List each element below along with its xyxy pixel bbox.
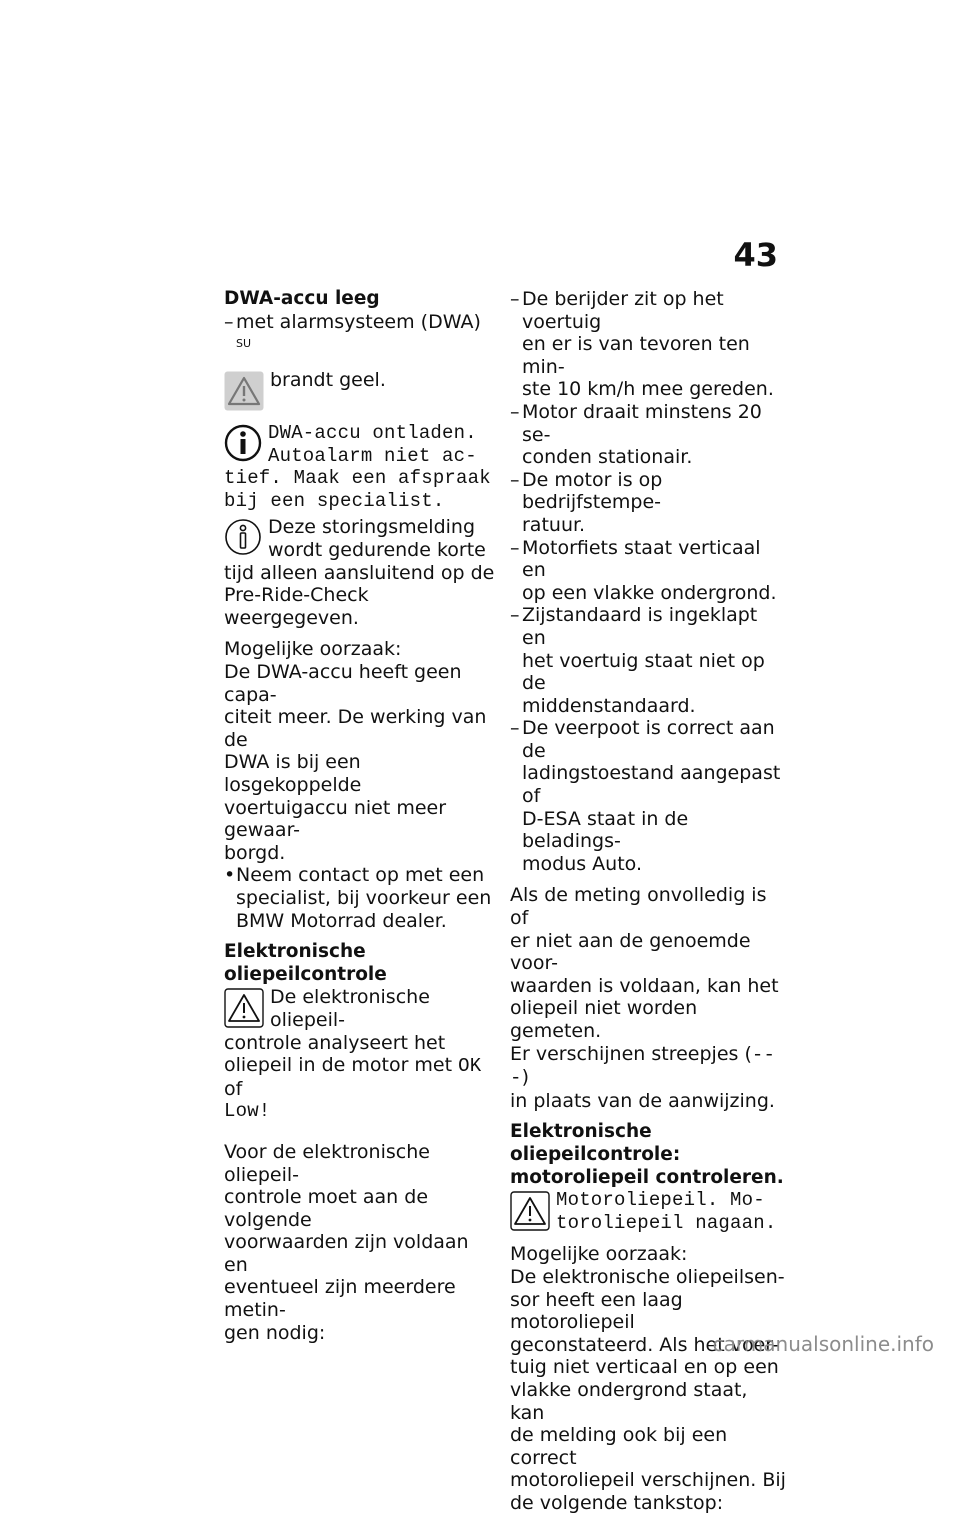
conditions-intro-b: controle moet aan de volgende — [224, 1186, 429, 1231]
note-info-icon — [224, 518, 262, 556]
condition-6c: D-ESA staat in de beladings- — [522, 807, 689, 853]
cause-2a: De elektronische oliepeilsen- — [510, 1265, 785, 1288]
note-block — [224, 516, 496, 629]
su-superscript: SU — [236, 337, 252, 351]
heading-dwa-battery: DWA-accu leeg — [224, 288, 380, 309]
warning-triangle-icon — [224, 371, 264, 411]
incomplete-b: er niet aan de genoemde voor- — [510, 929, 751, 975]
oil-warn-c: oliepeil in de motor met OK of — [224, 1054, 482, 1100]
condition-4b: op een vlakke ondergrond. — [522, 581, 777, 604]
warning-triangle-outline-icon — [224, 988, 264, 1028]
condition-1b: en er is van tevoren ten min- — [522, 333, 750, 378]
heading-oil-level: Elektronische oliepeilcontrole — [224, 941, 387, 985]
note-line-c: tijd alleen aansluitend op de — [224, 561, 495, 584]
oil-warn-a: De elektronische oliepeil- — [270, 986, 430, 1031]
bullet-contact-c: BMW Motorrad dealer. — [236, 909, 447, 932]
conditions-intro-a: Voor de elektronische oliepeil- — [224, 1140, 430, 1186]
cause-2h: de volgende tankstop: — [510, 1491, 724, 1514]
conditions-intro-c: voorwaarden zijn voldaan en — [224, 1231, 469, 1276]
cause-label-1: Mogelijke oorzaak: — [224, 638, 402, 661]
oil-warn-b: controle analyseert het — [224, 1031, 446, 1054]
warning-block-1 — [224, 369, 496, 413]
low-value: Low! — [224, 1100, 271, 1123]
cause-2b: sor heeft een laag motoroliepeil — [510, 1288, 683, 1334]
cause-2c: geconstateerd. Als het voer- — [510, 1333, 779, 1356]
incomplete-f: in plaats van de aanwijzing. — [510, 1089, 775, 1112]
info-icon — [224, 424, 262, 462]
condition-6d: modus Auto. — [522, 852, 642, 875]
right-column — [510, 288, 786, 1514]
dwa-condition: – met alarmsysteem (DWA) $^{SU}$ — [224, 311, 496, 361]
condition-1c: ste 10 km/h mee gereden. — [522, 378, 774, 401]
display-message-2a: Motoroliepeil. Mo- — [556, 1189, 765, 1212]
incomplete-d: oliepeil niet worden gemeten. — [510, 997, 698, 1042]
incomplete-c: waarden is voldaan, kan het — [510, 974, 779, 997]
condition-3a: – De motor is op bedrijfstempe- — [510, 469, 786, 514]
note-line-a: Deze storingsmelding — [268, 516, 476, 539]
bullet-contact-b: specialist, bij voorkeur een — [236, 886, 492, 909]
cause-2e: vlakke ondergrond staat, kan — [510, 1378, 748, 1424]
display-message-1a: DWA-accu ontladen. — [268, 422, 477, 445]
cause-label-2: Mogelijke oorzaak: — [510, 1243, 688, 1266]
warning-block-2 — [224, 986, 496, 1123]
display-message-1b: Autoalarm niet ac- — [268, 444, 477, 467]
conditions-intro-d: eventueel zijn meerdere metin- — [224, 1276, 456, 1322]
condition-4a: – Motorfiets staat verticaal en — [510, 537, 786, 582]
condition-3b: ratuur. — [522, 513, 586, 536]
left-column — [224, 288, 496, 1344]
condition-6a: – De veerpoot is correct aan de — [510, 717, 786, 762]
condition-5c: middenstandaard. — [522, 694, 696, 717]
condition-2a: – Motor draait minstens 20 se- — [510, 401, 786, 446]
conditions-intro-e: gen nodig: — [224, 1321, 326, 1344]
page-number: 43 — [733, 236, 778, 274]
condition-1a: – De berijder zit op het voertuig — [510, 288, 786, 333]
condition-5a: – Zijstandaard is ingeklapt en — [510, 604, 786, 649]
condition-2b: conden stationair. — [522, 446, 693, 469]
bullet-contact-a: • Neem contact op met een — [224, 864, 496, 887]
display-message-2b: toroliepeil nagaan. — [556, 1211, 777, 1234]
incomplete-a: Als de meting onvolledig is of — [510, 884, 767, 930]
warning-triangle-outline-icon — [510, 1191, 550, 1231]
dashes-value: --- — [510, 1043, 776, 1090]
cause-1a: De DWA-accu heeft geen capa- — [224, 661, 462, 706]
info-message-block — [224, 422, 496, 512]
cause-1e: borgd. — [224, 841, 286, 864]
heading-check-oil-b: motoroliepeil controleren. — [510, 1166, 784, 1188]
heading-check-oil-a: Elektronische oliepeilcontrole: — [510, 1121, 681, 1165]
watermark: carmanualsonline.info — [712, 1332, 934, 1356]
cause-2f: de melding ook bij een correct — [510, 1424, 728, 1469]
cause-1c: DWA is bij een losgekoppelde — [224, 751, 362, 797]
warning-block-3 — [510, 1189, 786, 1234]
ok-value: OK — [458, 1055, 482, 1078]
warning-text-yellow: brandt geel. — [270, 369, 386, 392]
incomplete-e: Er verschijnen streepjes (---) — [510, 1042, 776, 1090]
cause-1b: citeit meer. De werking van de — [224, 706, 487, 751]
condition-6b: ladingstoestand aangepast of — [522, 762, 781, 808]
cause-1d: voertuigaccu niet meer gewaar- — [224, 796, 447, 842]
condition-5b: het voertuig staat niet op de — [522, 649, 765, 695]
display-message-1d: bij een specialist. — [224, 489, 445, 512]
cause-2d: tuig niet verticaal en op een — [510, 1356, 779, 1379]
cause-2g: motoroliepeil verschijnen. Bij — [510, 1469, 786, 1492]
display-message-1c: tief. Maak een afspraak — [224, 467, 491, 490]
note-line-d: Pre-Ride-Check weergegeven. — [224, 584, 369, 629]
note-line-b: wordt gedurende korte — [268, 539, 486, 562]
